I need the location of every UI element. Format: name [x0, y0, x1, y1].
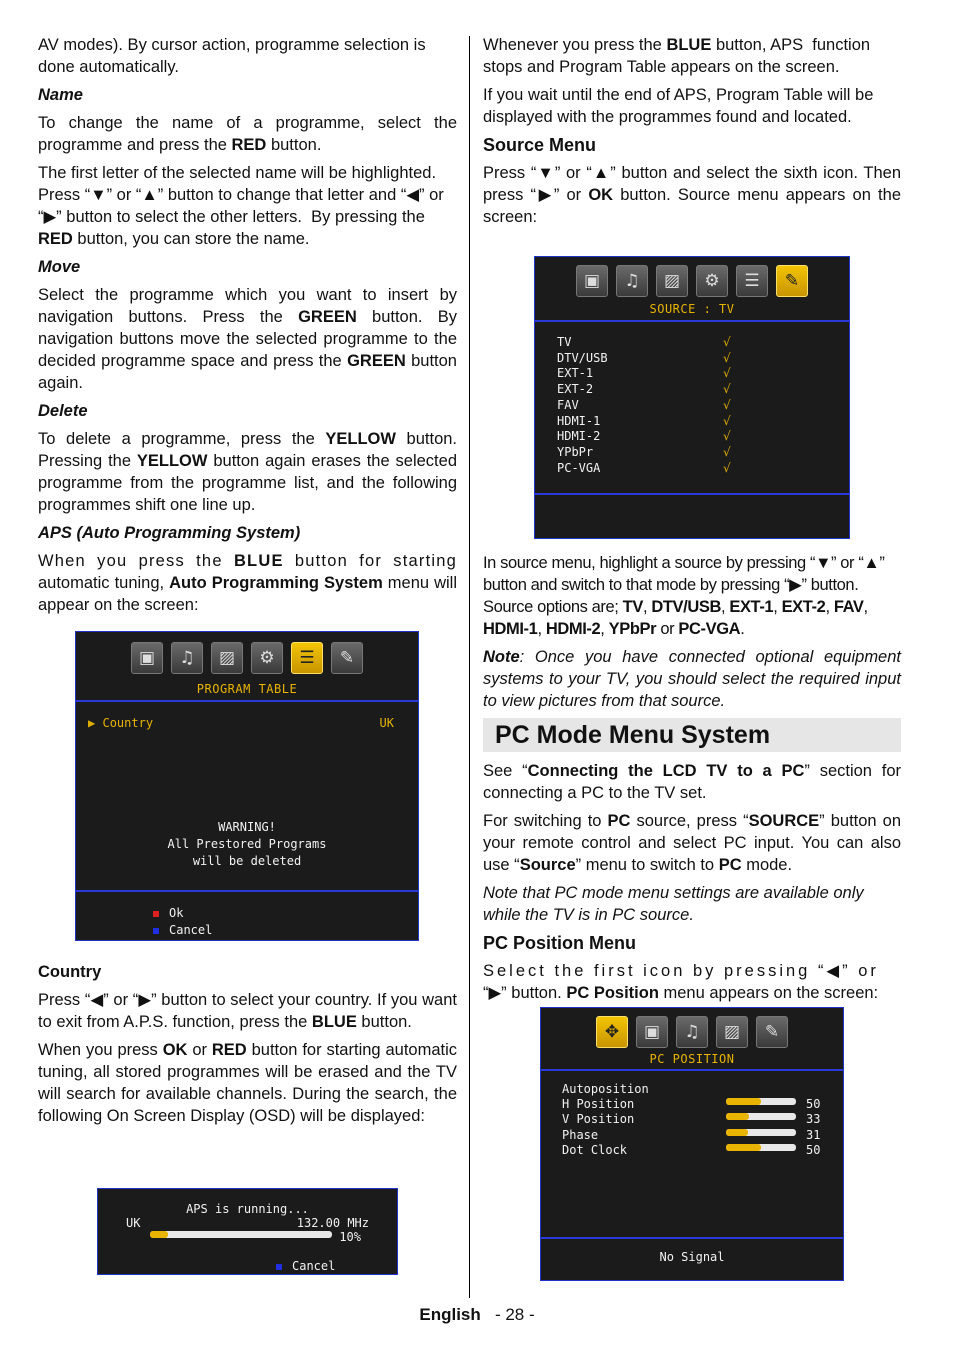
- warning-title: WARNING!: [218, 820, 276, 834]
- aps-paragraph: When you press the BLUE button for starting automatic tuning, Auto Programming System menu will appear on the screen:: [38, 552, 457, 614]
- program-table-icon[interactable]: ☰: [291, 642, 323, 674]
- move-paragraph: Select the programme which you want to insert by navigation buttons. Press the GREEN button. By navigation buttons move the selected programme to the decided programme space and press the GREEN button again.: [38, 286, 457, 392]
- feature-icon[interactable]: ▨: [211, 642, 243, 674]
- program-table-icon[interactable]: ☰: [736, 265, 768, 297]
- autoposition-item[interactable]: Autoposition: [562, 1082, 649, 1096]
- pc-position-osd: [540, 1007, 844, 1281]
- level-slider-fill: [726, 1113, 749, 1120]
- source-icon[interactable]: ✎: [776, 265, 808, 297]
- country-heading: Country: [38, 963, 102, 981]
- osd-separator-bottom: [76, 890, 418, 892]
- install-icon[interactable]: ⚙: [251, 642, 283, 674]
- source-icon[interactable]: ✎: [331, 642, 363, 674]
- level-slider[interactable]: [726, 1098, 796, 1105]
- check-icon: √: [723, 444, 731, 459]
- right-column-middle: [483, 552, 901, 1010]
- country-label: Country: [102, 716, 154, 730]
- source-menu-paragraph: Press “▼” or “▲” button and select the sixth icon. Then press “▶” or OK button. Source menu appears on the screen:: [483, 164, 901, 226]
- play-arrow-icon: ▶: [88, 716, 96, 730]
- source-menu-heading: Source Menu: [483, 135, 597, 155]
- blue-key-icon: [276, 1264, 282, 1270]
- pc-switch-paragraph: For switching to PC source, press “SOURCE” button on your remote control and select PC input. You can also use “Source” menu to switch to PC mode.: [483, 812, 901, 874]
- right-column-top: [483, 34, 901, 234]
- source-item[interactable]: FAV: [557, 397, 579, 412]
- source-item[interactable]: TV: [557, 335, 572, 349]
- feature-icon[interactable]: ▨: [716, 1016, 748, 1048]
- intro-text: AV modes). By cursor action, programme selection is done automatically.: [38, 36, 426, 76]
- osd-title: SOURCE : TV: [649, 302, 735, 316]
- column-divider: [469, 36, 470, 1298]
- osd-title: PC POSITION: [649, 1052, 735, 1066]
- pc-position-paragraph: Select the first icon by pressing “◀” or “▶” button. PC Position menu appears on the screen:: [483, 962, 879, 1002]
- move-heading: Move: [38, 258, 81, 276]
- osd-icon-bar: [541, 1016, 843, 1048]
- check-icon: √: [723, 366, 731, 381]
- osd-separator-top: [541, 1069, 843, 1071]
- footer-language: English: [419, 1305, 481, 1324]
- source-item[interactable]: HDMI-1: [557, 413, 601, 428]
- source-item[interactable]: EXT-2: [557, 382, 594, 397]
- aps-progress-fill: [150, 1231, 168, 1238]
- pc-note-paragraph: Note that PC mode menu settings are available only while the TV is in PC source.: [483, 884, 864, 924]
- warning-line-2: will be deleted: [192, 854, 302, 868]
- blue-stop-paragraph: Whenever you press the BLUE button, APS function stops and Program Table appears on the screen.: [483, 36, 871, 76]
- source-item[interactable]: DTV/USB: [557, 350, 608, 365]
- picture-icon[interactable]: ▣: [576, 265, 608, 297]
- country-row[interactable]: [88, 712, 153, 734]
- level-slider-fill: [726, 1129, 748, 1136]
- pc-position-heading: PC Position Menu: [483, 933, 636, 953]
- osd-separator-bottom: [541, 1237, 843, 1239]
- check-icon: √: [723, 460, 731, 475]
- note-paragraph: Note: Once you have connected optional equipment systems to your TV, you should select the required input to view pictures from that source.: [483, 648, 901, 710]
- pc-connect-paragraph: See “Connecting the LCD TV to a PC” section for connecting a PC to the TV set.: [483, 762, 901, 802]
- ok-option[interactable]: Ok: [153, 902, 183, 924]
- check-icon: √: [723, 335, 731, 349]
- cancel-option[interactable]: Cancel: [153, 919, 212, 941]
- check-icon: √: [723, 350, 731, 365]
- source-item[interactable]: YPbPr: [557, 444, 594, 459]
- pc-mode-banner: PC Mode Menu System: [483, 718, 901, 752]
- picture-icon[interactable]: ▣: [636, 1016, 668, 1048]
- aps-heading: APS (Auto Programming System): [38, 524, 301, 542]
- no-signal-status: No Signal: [659, 1250, 725, 1264]
- name-paragraph-1: To change the name of a programme, select the programme and press the RED button.: [38, 114, 457, 154]
- warning-line-1: All Prestored Programs: [167, 837, 327, 851]
- source-icon[interactable]: ✎: [756, 1016, 788, 1048]
- check-icon: √: [723, 382, 731, 397]
- source-osd: [534, 256, 850, 539]
- level-slider-fill: [726, 1144, 761, 1151]
- delete-heading: Delete: [38, 402, 88, 420]
- feature-icon[interactable]: ▨: [656, 265, 688, 297]
- pc-position-value: 50: [806, 1097, 821, 1111]
- pc-position-label[interactable]: H Position: [562, 1097, 635, 1111]
- level-slider-fill: [726, 1098, 761, 1105]
- pc-position-label[interactable]: V Position: [562, 1112, 635, 1127]
- aps-progress-bar: [150, 1231, 332, 1238]
- blue-key-icon: [153, 928, 159, 934]
- sound-icon[interactable]: ♫: [171, 642, 203, 674]
- check-icon: √: [723, 413, 731, 428]
- aps-percent: 10%: [339, 1230, 361, 1244]
- pc-position-value: 33: [806, 1112, 821, 1127]
- country-section: [38, 961, 457, 1133]
- check-icon: √: [723, 397, 731, 412]
- sound-icon[interactable]: ♫: [676, 1016, 708, 1048]
- osd-icon-bar: [535, 265, 849, 297]
- aps-frequency: 132.00 MHz: [296, 1216, 369, 1230]
- aps-cancel-option[interactable]: Cancel: [276, 1255, 335, 1275]
- footer-page-number: - 28 -: [494, 1305, 535, 1324]
- sound-icon[interactable]: ♫: [616, 265, 648, 297]
- check-icon: √: [723, 429, 731, 444]
- name-heading: Name: [38, 86, 83, 104]
- source-options-paragraph: In source menu, highlight a source by pressing “▼” or “▲” button and switch to that mode by pressing “▶” button. Source options are; TV, DTV/USB, EXT-1, EXT-2, FAV, HDMI-1, HDMI-2, YPbPr or PC-VGA.: [483, 554, 885, 638]
- country-value[interactable]: UK: [379, 716, 394, 730]
- pc-position-value: 50: [806, 1142, 821, 1157]
- level-slider[interactable]: [726, 1144, 796, 1151]
- source-item[interactable]: EXT-1: [557, 366, 594, 381]
- aps-country: UK: [126, 1216, 141, 1230]
- aps-running-osd: [97, 1188, 398, 1275]
- osd-separator-top: [535, 320, 849, 322]
- level-slider[interactable]: [726, 1113, 796, 1120]
- program-table-osd: [75, 631, 419, 941]
- red-key-icon: [153, 911, 159, 917]
- osd-icon-bar: [76, 642, 418, 674]
- left-column: [38, 34, 457, 622]
- aps-end-paragraph: If you wait until the end of APS, Program Table will be displayed with the programmes found and located.: [483, 86, 874, 126]
- pc-position-value: 31: [806, 1127, 821, 1142]
- country-paragraph-1: Press “◀” or “▶” button to select your country. If you want to exit from A.P.S. function, press the BLUE button.: [38, 991, 457, 1031]
- osd-separator-bottom: [535, 493, 849, 495]
- aps-running-text: APS is running...: [186, 1202, 309, 1216]
- osd-title: PROGRAM TABLE: [196, 682, 298, 696]
- pc-position-label[interactable]: Dot Clock: [562, 1142, 628, 1157]
- delete-paragraph: To delete a programme, press the YELLOW button. Pressing the YELLOW button again erases the selected programme from the programme list, and the following programmes shift one line up.: [38, 430, 458, 514]
- page-footer: [0, 1304, 954, 1326]
- source-item[interactable]: HDMI-2: [557, 429, 601, 444]
- level-slider[interactable]: [726, 1129, 796, 1136]
- pc-position-icon[interactable]: ✥: [596, 1016, 628, 1048]
- country-paragraph-2: When you press OK or RED button for starting automatic tuning, all stored programmes will be erased and the TV will search for available channels. During the search, the following On Screen Display (OSD) will be displayed:: [38, 1041, 457, 1125]
- osd-separator-top: [76, 700, 418, 702]
- picture-icon[interactable]: ▣: [131, 642, 163, 674]
- source-item[interactable]: PC-VGA: [557, 460, 601, 475]
- install-icon[interactable]: ⚙: [696, 265, 728, 297]
- name-paragraph-2: The first letter of the selected name will be highlighted. Press “▼” or “▲” button to change that letter and “◀” or “▶” button to select the other letters. By pressing the RED button, you can store the name.: [38, 164, 444, 248]
- pc-position-label[interactable]: Phase: [562, 1127, 599, 1142]
